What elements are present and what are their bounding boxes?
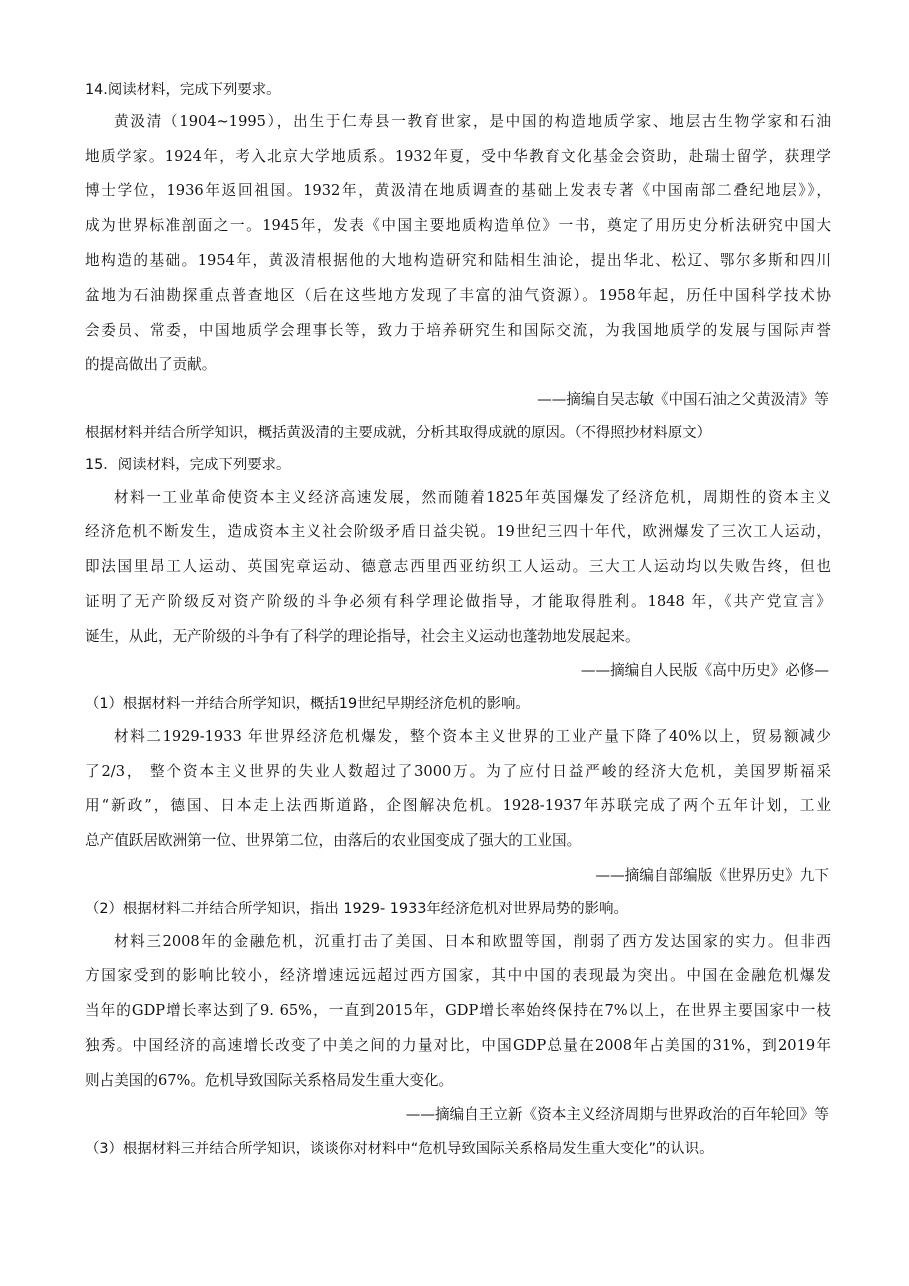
- q15-m2-line: 总产值跃居欧洲第一位、世界第二位，由落后的农业国变成了强大的工业国。: [85, 832, 582, 849]
- q15-subquestion-2: （2）根据材料二并结合所学知识，指出 1929- 1933年经济危机对世界局势的影响。: [85, 901, 628, 917]
- q15-subquestion-3: （3）根据材料三并结合所学知识，谈谈你对材料中“危机导致国际关系格局发生重大变化”的认识。: [85, 1141, 714, 1157]
- q15-m1-source: ——摘编自人民版《高中历史》必修—: [580, 662, 829, 679]
- q15-title: 15．阅读材料，完成下列要求。: [85, 457, 291, 473]
- q15-m1-line: 证明了无产阶级反对资产阶级的斗争必须有科学理论做指导，才能取得胜利。1848 年，《共产党宣言》: [85, 593, 831, 610]
- q15-m2-source: ——摘编自部编版《世界历史》九下: [595, 867, 829, 884]
- q14-para-line: 地质学家。1924年，考入北京大学地质系。1932年夏，受中华教育文化基金会资助，赴瑞士留学，获理学: [85, 148, 831, 165]
- q15-m2-line: 用“新政”，德国、日本走上法西斯道路，企图解决危机。1928-1937年苏联完成了两个五年计划，工业: [85, 797, 831, 814]
- q15-m1-line: 经济危机不断发生，造成资本主义社会阶级矛盾日益尖锐。19世纪三四十年代，欧洲爆发了三次工人运动，: [85, 523, 831, 540]
- q15-m3-line: 材料三2008年的金融危机，沉重打击了美国、日本和欧盟等国，削弱了西方发达国家的实力。但非西: [114, 933, 831, 950]
- q15-m3-line: 当年的GDP增长率达到了9. 65%，一直到2015年，GDP增长率始终保持在7%以上，在世界主要国家中一枝: [85, 1002, 831, 1019]
- q14-para-line: 地构造的基础。1954年，黄汲清根据他的大地构造研究和陆相生油论，提出华北、松辽、鄂尔多斯和四川: [85, 252, 831, 269]
- q14-title: 14.阅读材料，完成下列要求。: [85, 82, 281, 98]
- q14-para-line: 盆地为石油勘探重点普查地区（后在这些地方发现了丰富的油气资源）。1958年起，历任中国科学技术协: [85, 287, 831, 304]
- q15-m1-line: 材料一工业革命使资本主义经济高速发展，然而随着1825年英国爆发了经济危机，周期性的资本主义: [114, 489, 831, 506]
- q14-question: 根据材料并结合所学知识，概括黄汲清的主要成就，分析其取得成就的原因。（不得照抄材料原文）: [85, 425, 711, 441]
- q14-source: ——摘编自吴志敏《中国石油之父黄汲清》等: [537, 391, 829, 408]
- q14-para-line: 会委员、常委，中国地质学会理事长等，致力于培养研究生和国际交流，为我国地质学的发展与国际声誉: [85, 322, 831, 339]
- q15-m2-line: 了2/3， 整个资本主义世界的失业人数超过了3000万。为了应付日益严峻的经济大危机，美国罗斯福采: [85, 763, 831, 780]
- q15-m1-line: 即法国里昂工人运动、英国宪章运动、德意志西里西亚纺织工人运动。三大工人运动均以失败告终，但也: [85, 558, 831, 575]
- q15-m3-line: 方国家受到的影响比较小，经济增速远远超过西方国家，其中中国的表现最为突出。中国在金融危机爆发: [85, 967, 831, 984]
- q15-m3-line: 则占美国的67%。危机导致国际关系格局发生重大变化。: [85, 1072, 454, 1089]
- q14-para-line: 博士学位，1936年返回祖国。1932年，黄汲清在地质调查的基础上发表专著《中国南部二叠纪地层》》，: [85, 182, 831, 199]
- q15-m3-source: ——摘编自王立新《资本主义经济周期与世界政治的百年轮回》等: [405, 1106, 829, 1123]
- q15-m2-line: 材料二1929-1933 年世界经济危机爆发，整个资本主义世界的工业产量下降了40%以上，贸易额减少: [114, 728, 831, 745]
- q14-para-line: 的提高做出了贡献。: [85, 356, 217, 373]
- q15-m1-line: 诞生，从此，无产阶级的斗争有了科学的理论指导，社会主义运动也蓬勃地发展起来。: [85, 628, 640, 645]
- q14-para-line: 成为世界标准剖面之一。1945年，发表《中国主要地质构造单位》一书，奠定了用历史分析法研究中国大: [85, 217, 831, 234]
- q14-para-line: 黄汲清（1904~1995），出生于仁寿县一教育世家，是中国的构造地质学家、地层古生物学家和石油: [114, 113, 831, 130]
- q15-subquestion-1: （1）根据材料一并结合所学知识，概括19世纪早期经济危机的影响。: [85, 696, 530, 712]
- q15-m3-line: 独秀。中国经济的高速增长改变了中美之间的力量对比，中国GDP总量在2008年占美国的31%，到2019年: [85, 1037, 831, 1054]
